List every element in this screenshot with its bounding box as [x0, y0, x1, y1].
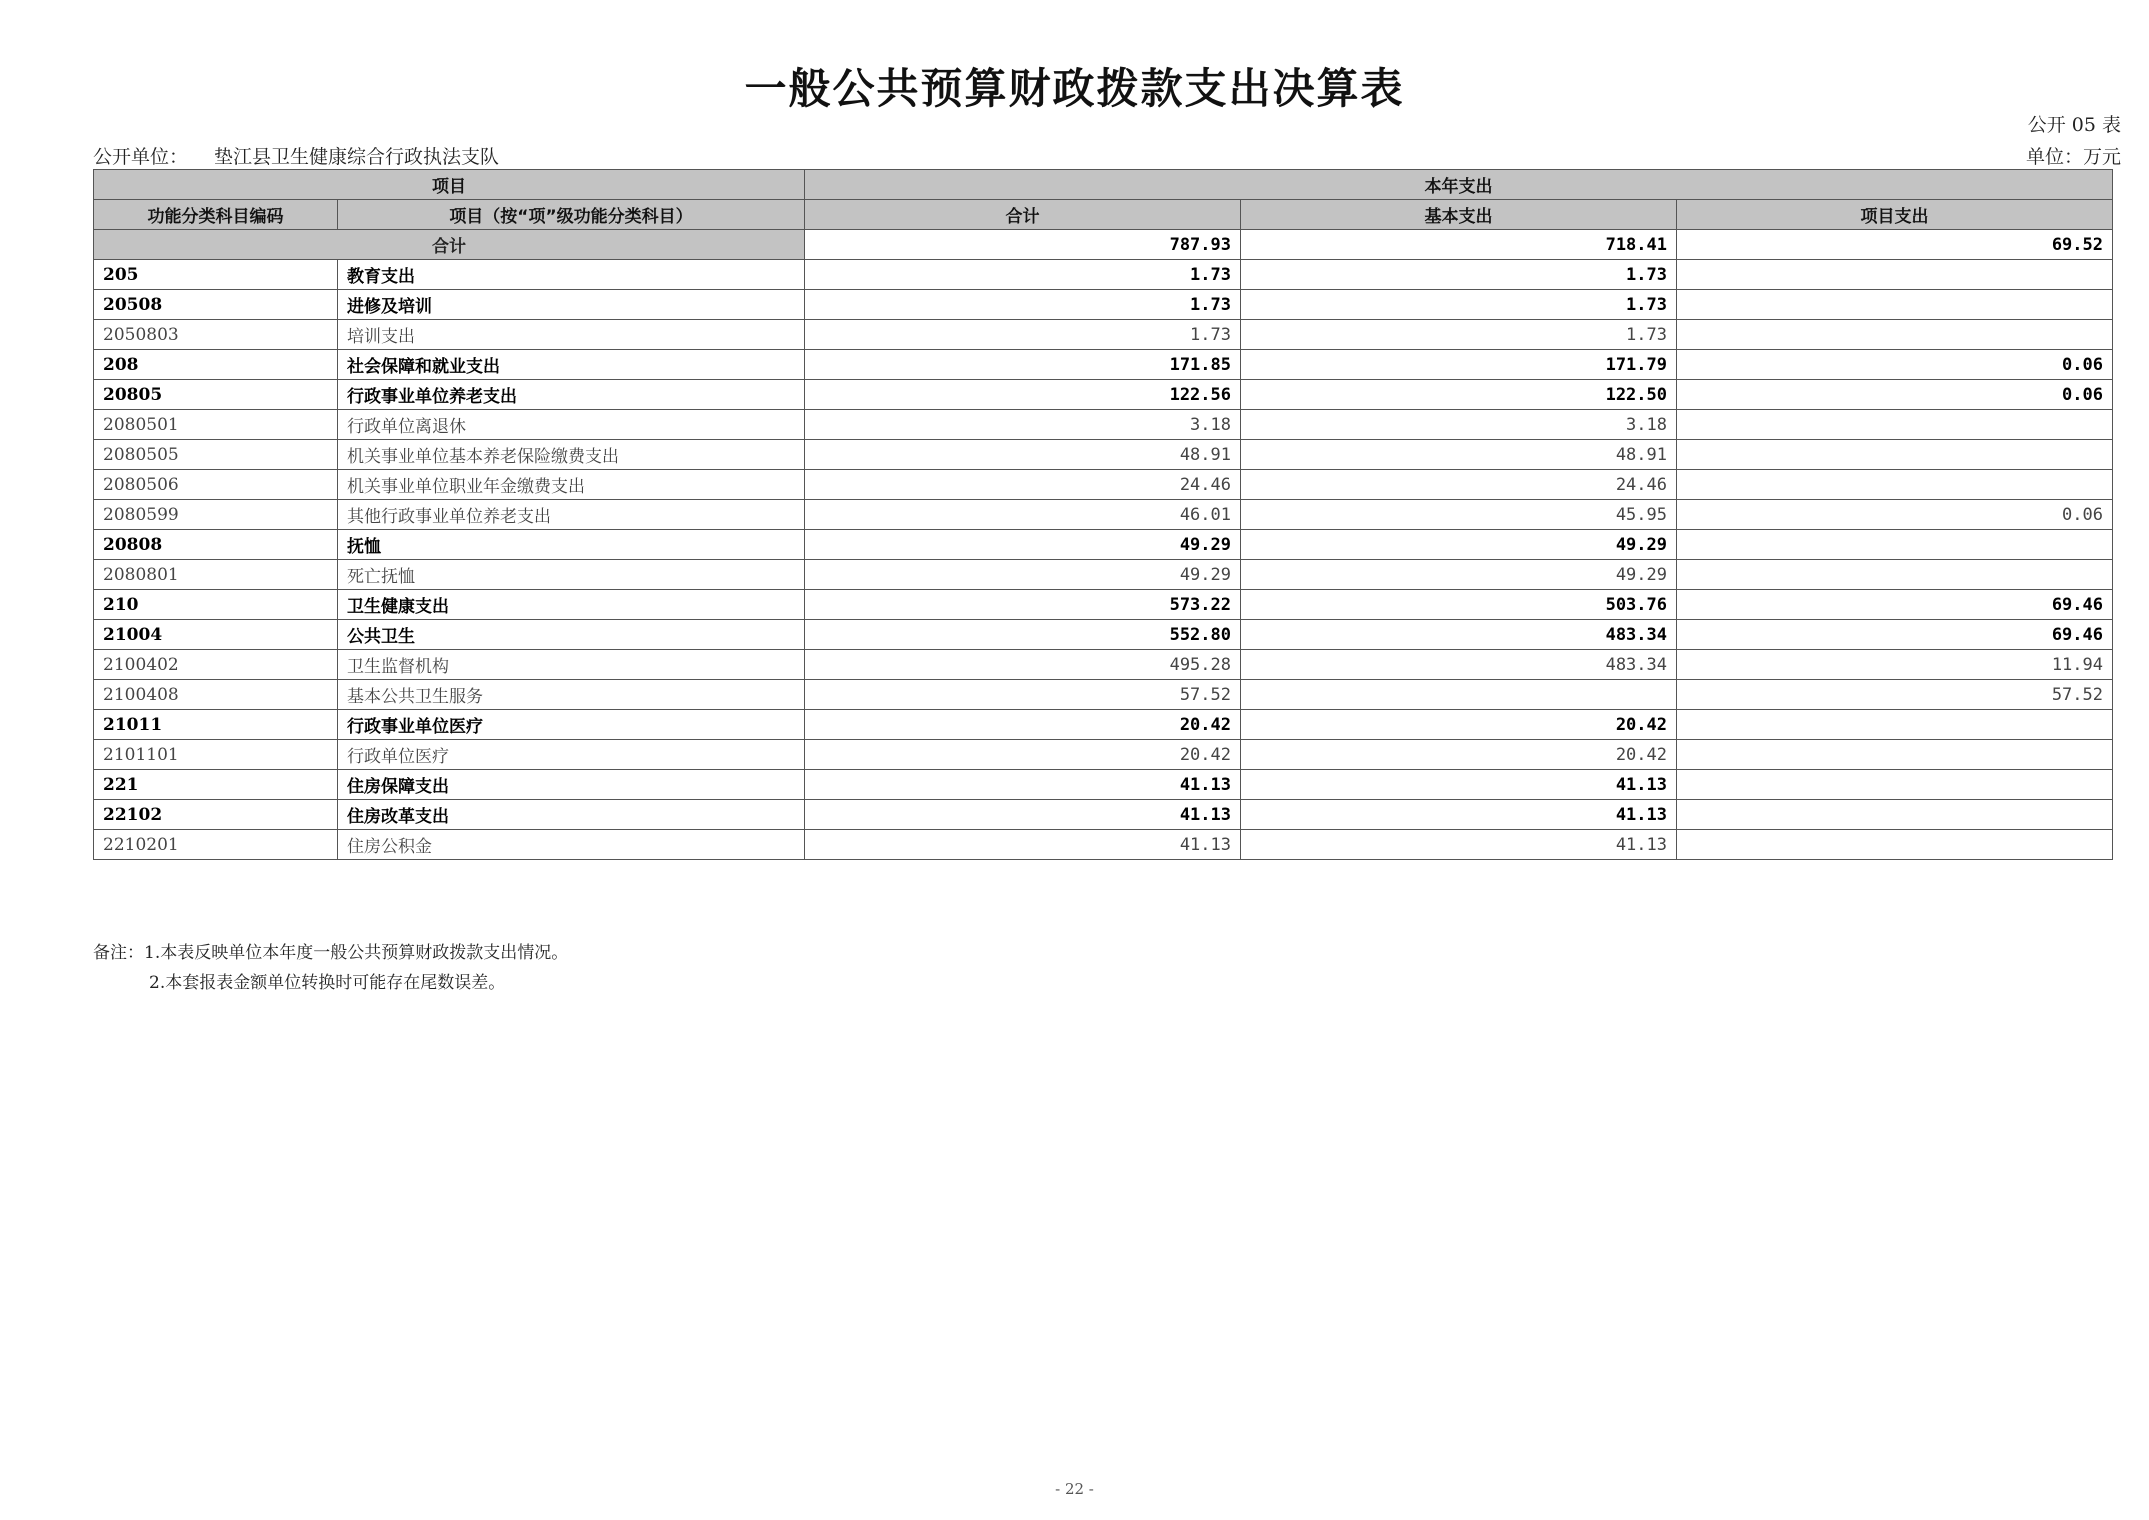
- table-row: [94, 320, 2113, 350]
- header-code: 功能分类科目编码: [94, 200, 338, 230]
- name-cell: 其他行政事业单位养老支出: [338, 500, 805, 530]
- header-project: 项目: [94, 170, 805, 200]
- name-cell: 机关事业单位基本养老保险缴费支出: [338, 440, 805, 470]
- project-cell: [1677, 800, 2113, 830]
- table-row: [94, 770, 2113, 800]
- project-cell: [1677, 770, 2113, 800]
- name-cell: 机关事业单位职业年金缴费支出: [338, 470, 805, 500]
- total-row: [94, 230, 2113, 260]
- name-cell: 行政事业单位养老支出: [338, 380, 805, 410]
- total-cell: 122.56: [805, 380, 1241, 410]
- basic-cell: [1241, 680, 1677, 710]
- basic-cell: 24.46: [1241, 470, 1677, 500]
- code-cell: 2210201: [94, 830, 338, 860]
- table-row: [94, 590, 2113, 620]
- project-cell: 69.46: [1677, 590, 2113, 620]
- basic-cell: 45.95: [1241, 500, 1677, 530]
- total-cell: 46.01: [805, 500, 1241, 530]
- total-cell: 495.28: [805, 650, 1241, 680]
- name-cell: 培训支出: [338, 320, 805, 350]
- code-cell: 20805: [94, 380, 338, 410]
- project-cell: [1677, 710, 2113, 740]
- basic-cell: 41.13: [1241, 830, 1677, 860]
- total-cell: 1.73: [805, 260, 1241, 290]
- currency-unit: 单位：万元: [2025, 146, 2121, 168]
- total-cell: 20.42: [805, 740, 1241, 770]
- project-cell: 11.94: [1677, 650, 2113, 680]
- name-cell: 卫生健康支出: [338, 590, 805, 620]
- code-cell: 2100408: [94, 680, 338, 710]
- table-row: [94, 560, 2113, 590]
- notes: [93, 938, 568, 998]
- note-2: 2.本套报表金额单位转换时可能存在尾数误差。: [149, 973, 506, 993]
- table-row: [94, 350, 2113, 380]
- basic-cell: 20.42: [1241, 740, 1677, 770]
- page-number: - 22 -: [1055, 1480, 1094, 1498]
- project-cell: 0.06: [1677, 380, 2113, 410]
- project-cell: 0.06: [1677, 350, 2113, 380]
- code-cell: 21004: [94, 620, 338, 650]
- table-row: [94, 260, 2113, 290]
- header-total: 合计: [805, 200, 1241, 230]
- name-cell: 公共卫生: [338, 620, 805, 650]
- code-cell: 2101101: [94, 740, 338, 770]
- name-cell: 行政单位离退休: [338, 410, 805, 440]
- project-cell: [1677, 740, 2113, 770]
- name-cell: 教育支出: [338, 260, 805, 290]
- basic-cell: 3.18: [1241, 410, 1677, 440]
- project-cell: [1677, 260, 2113, 290]
- code-cell: 205: [94, 260, 338, 290]
- name-cell: 住房公积金: [338, 830, 805, 860]
- project-cell: [1677, 560, 2113, 590]
- basic-cell: 122.50: [1241, 380, 1677, 410]
- basic-cell: 49.29: [1241, 530, 1677, 560]
- basic-cell: 20.42: [1241, 710, 1677, 740]
- expenditure-table: [93, 169, 2113, 860]
- code-cell: 20508: [94, 290, 338, 320]
- name-cell: 卫生监督机构: [338, 650, 805, 680]
- code-cell: 2080501: [94, 410, 338, 440]
- table-row: [94, 620, 2113, 650]
- table-row: [94, 710, 2113, 740]
- table-row: [94, 380, 2113, 410]
- name-cell: 社会保障和就业支出: [338, 350, 805, 380]
- total-cell: 20.42: [805, 710, 1241, 740]
- table-row: [94, 680, 2113, 710]
- header-basic: 基本支出: [1241, 200, 1677, 230]
- table-row: [94, 830, 2113, 860]
- table-row: [94, 530, 2113, 560]
- total-cell: 552.80: [805, 620, 1241, 650]
- table-row: [94, 410, 2113, 440]
- code-cell: 2080505: [94, 440, 338, 470]
- code-cell: 21011: [94, 710, 338, 740]
- total-label: 合计: [94, 230, 805, 260]
- total-project: 69.52: [1677, 230, 2113, 260]
- basic-cell: 1.73: [1241, 260, 1677, 290]
- total-cell: 171.85: [805, 350, 1241, 380]
- code-cell: 2080506: [94, 470, 338, 500]
- project-cell: [1677, 470, 2113, 500]
- code-cell: 2080801: [94, 560, 338, 590]
- project-cell: [1677, 410, 2113, 440]
- table-row: [94, 740, 2113, 770]
- code-cell: 221: [94, 770, 338, 800]
- table-row: [94, 650, 2113, 680]
- total-basic: 718.41: [1241, 230, 1677, 260]
- table-row: [94, 440, 2113, 470]
- code-cell: 2100402: [94, 650, 338, 680]
- code-cell: 2080599: [94, 500, 338, 530]
- basic-cell: 1.73: [1241, 320, 1677, 350]
- project-cell: [1677, 320, 2113, 350]
- basic-cell: 49.29: [1241, 560, 1677, 590]
- total-cell: 41.13: [805, 830, 1241, 860]
- project-cell: [1677, 440, 2113, 470]
- header-current-year: 本年支出: [805, 170, 2113, 200]
- code-cell: 208: [94, 350, 338, 380]
- basic-cell: 483.34: [1241, 650, 1677, 680]
- code-cell: 22102: [94, 800, 338, 830]
- basic-cell: 41.13: [1241, 800, 1677, 830]
- page-title: 一般公共预算财政拨款支出决算表: [744, 64, 1405, 113]
- code-cell: 20808: [94, 530, 338, 560]
- name-cell: 住房保障支出: [338, 770, 805, 800]
- reporting-unit: [93, 142, 499, 169]
- total-cell: 48.91: [805, 440, 1241, 470]
- total-cell: 41.13: [805, 800, 1241, 830]
- header-row-columns: [94, 200, 2113, 230]
- total-cell: 573.22: [805, 590, 1241, 620]
- note-1: 备注：1.本表反映单位本年度一般公共预算财政拨款支出情况。: [93, 943, 569, 963]
- table-row: [94, 500, 2113, 530]
- name-cell: 抚恤: [338, 530, 805, 560]
- reporting-unit-name: 垫江县卫生健康综合行政执法支队: [214, 146, 500, 168]
- code-cell: 210: [94, 590, 338, 620]
- basic-cell: 483.34: [1241, 620, 1677, 650]
- project-cell: 69.46: [1677, 620, 2113, 650]
- header-name: 项目（按“项”级功能分类科目）: [338, 200, 805, 230]
- code-cell: 2050803: [94, 320, 338, 350]
- form-number: 公开 05 表: [2027, 114, 2121, 136]
- table-row: [94, 290, 2113, 320]
- project-cell: 0.06: [1677, 500, 2113, 530]
- total-amount: 787.93: [805, 230, 1241, 260]
- header-row-group: [94, 170, 2113, 200]
- name-cell: 住房改革支出: [338, 800, 805, 830]
- project-cell: [1677, 530, 2113, 560]
- name-cell: 行政事业单位医疗: [338, 710, 805, 740]
- total-cell: 49.29: [805, 560, 1241, 590]
- basic-cell: 1.73: [1241, 290, 1677, 320]
- table-row: [94, 800, 2113, 830]
- total-cell: 49.29: [805, 530, 1241, 560]
- name-cell: 基本公共卫生服务: [338, 680, 805, 710]
- total-cell: 1.73: [805, 290, 1241, 320]
- total-cell: 24.46: [805, 470, 1241, 500]
- basic-cell: 171.79: [1241, 350, 1677, 380]
- basic-cell: 41.13: [1241, 770, 1677, 800]
- name-cell: 进修及培训: [338, 290, 805, 320]
- name-cell: 行政单位医疗: [338, 740, 805, 770]
- basic-cell: 48.91: [1241, 440, 1677, 470]
- reporting-unit-label: 公开单位：: [93, 146, 189, 168]
- total-cell: 41.13: [805, 770, 1241, 800]
- project-cell: [1677, 290, 2113, 320]
- name-cell: 死亡抚恤: [338, 560, 805, 590]
- project-cell: [1677, 830, 2113, 860]
- table-row: [94, 470, 2113, 500]
- total-cell: 1.73: [805, 320, 1241, 350]
- total-cell: 3.18: [805, 410, 1241, 440]
- header-project-exp: 项目支出: [1677, 200, 2113, 230]
- project-cell: 57.52: [1677, 680, 2113, 710]
- basic-cell: 503.76: [1241, 590, 1677, 620]
- total-cell: 57.52: [805, 680, 1241, 710]
